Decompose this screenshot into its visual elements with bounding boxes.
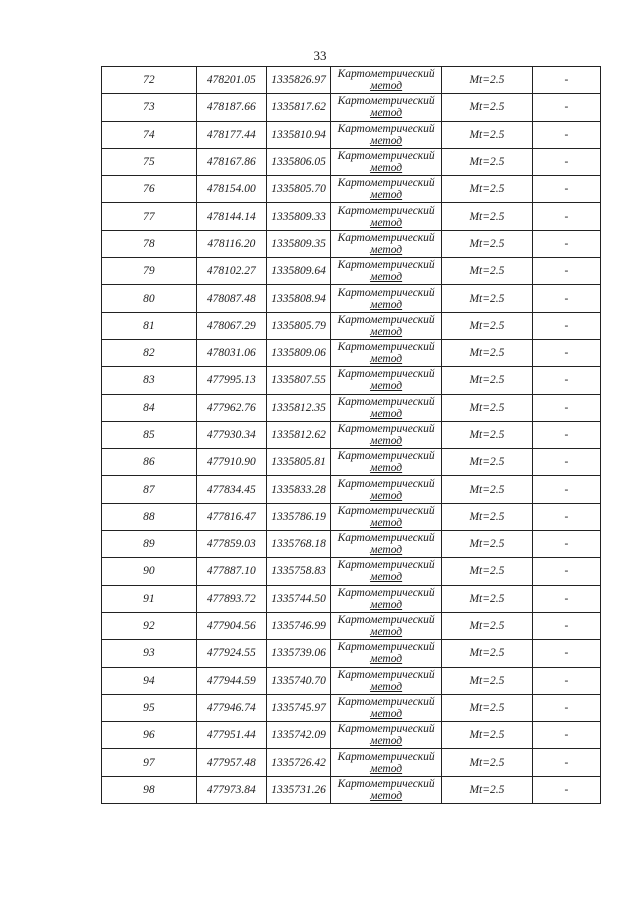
method-line-1: Картометрический bbox=[337, 750, 435, 763]
accuracy-cell: Mt=2.5 bbox=[442, 640, 533, 667]
method-line-2: метод bbox=[370, 462, 403, 475]
table-row bbox=[102, 94, 601, 121]
x-coordinate-cell: 478201.05 bbox=[196, 67, 266, 94]
y-coordinate-cell: 1335806.05 bbox=[266, 148, 330, 175]
point-number-cell: 77 bbox=[102, 203, 197, 230]
method-cell bbox=[331, 694, 442, 721]
table-row bbox=[102, 503, 601, 530]
accuracy-cell: Mt=2.5 bbox=[442, 121, 533, 148]
accuracy-cell: Mt=2.5 bbox=[442, 749, 533, 776]
accuracy-cell: Mt=2.5 bbox=[442, 776, 533, 803]
y-coordinate-cell: 1335809.06 bbox=[266, 339, 330, 366]
method-line-1: Картометрический bbox=[337, 259, 435, 272]
table-row bbox=[102, 148, 601, 175]
table-row bbox=[102, 230, 601, 257]
method-cell bbox=[331, 203, 442, 230]
method-cell bbox=[331, 476, 442, 503]
y-coordinate-cell: 1335809.33 bbox=[266, 203, 330, 230]
method-line-1: Картометрический bbox=[337, 614, 435, 627]
method-line-2: метод bbox=[370, 243, 403, 256]
note-cell: - bbox=[532, 367, 600, 394]
point-number-cell: 72 bbox=[102, 67, 197, 94]
y-coordinate-cell: 1335744.50 bbox=[266, 585, 330, 612]
accuracy-cell: Mt=2.5 bbox=[442, 339, 533, 366]
method-cell bbox=[331, 558, 442, 585]
x-coordinate-cell: 477893.72 bbox=[196, 585, 266, 612]
point-number-cell: 97 bbox=[102, 749, 197, 776]
y-coordinate-cell: 1335812.62 bbox=[266, 421, 330, 448]
note-cell: - bbox=[532, 476, 600, 503]
accuracy-cell: Mt=2.5 bbox=[442, 367, 533, 394]
x-coordinate-cell: 478154.00 bbox=[196, 176, 266, 203]
point-number-cell: 75 bbox=[102, 148, 197, 175]
point-number-cell: 83 bbox=[102, 367, 197, 394]
table-row bbox=[102, 667, 601, 694]
point-number-cell: 76 bbox=[102, 176, 197, 203]
note-cell: - bbox=[532, 94, 600, 121]
x-coordinate-cell: 477951.44 bbox=[196, 722, 266, 749]
y-coordinate-cell: 1335807.55 bbox=[266, 367, 330, 394]
note-cell: - bbox=[532, 148, 600, 175]
method-cell bbox=[331, 449, 442, 476]
point-number-cell: 73 bbox=[102, 94, 197, 121]
method-line-1: Картометрический bbox=[337, 231, 435, 244]
point-number-cell: 78 bbox=[102, 230, 197, 257]
x-coordinate-cell: 477946.74 bbox=[196, 694, 266, 721]
point-number-cell: 95 bbox=[102, 694, 197, 721]
method-line-2: метод bbox=[370, 134, 403, 147]
y-coordinate-cell: 1335817.62 bbox=[266, 94, 330, 121]
method-line-2: метод bbox=[370, 544, 403, 557]
note-cell: - bbox=[532, 585, 600, 612]
method-line-1: Картометрический bbox=[337, 68, 435, 81]
x-coordinate-cell: 478031.06 bbox=[196, 339, 266, 366]
table-row bbox=[102, 312, 601, 339]
y-coordinate-cell: 1335812.35 bbox=[266, 394, 330, 421]
y-coordinate-cell: 1335810.94 bbox=[266, 121, 330, 148]
method-line-2: метод bbox=[370, 626, 403, 639]
y-coordinate-cell: 1335826.97 bbox=[266, 67, 330, 94]
method-line-2: метод bbox=[370, 789, 403, 802]
note-cell: - bbox=[532, 203, 600, 230]
accuracy-cell: Mt=2.5 bbox=[442, 67, 533, 94]
accuracy-cell: Mt=2.5 bbox=[442, 612, 533, 639]
note-cell: - bbox=[532, 230, 600, 257]
page-number: 33 bbox=[313, 48, 327, 63]
method-cell bbox=[331, 749, 442, 776]
method-cell bbox=[331, 640, 442, 667]
table-row bbox=[102, 476, 601, 503]
method-line-2: метод bbox=[370, 653, 403, 666]
method-line-1: Картометрический bbox=[337, 450, 435, 463]
note-cell: - bbox=[532, 285, 600, 312]
method-cell bbox=[331, 67, 442, 94]
method-cell bbox=[331, 667, 442, 694]
accuracy-cell: Mt=2.5 bbox=[442, 531, 533, 558]
accuracy-cell: Mt=2.5 bbox=[442, 94, 533, 121]
method-line-1: Картометрический bbox=[337, 395, 435, 408]
method-line-1: Картометрический bbox=[337, 504, 435, 517]
point-number-cell: 80 bbox=[102, 285, 197, 312]
point-number-cell: 87 bbox=[102, 476, 197, 503]
x-coordinate-cell: 477887.10 bbox=[196, 558, 266, 585]
y-coordinate-cell: 1335833.28 bbox=[266, 476, 330, 503]
method-line-1: Картометрический bbox=[337, 695, 435, 708]
table-row bbox=[102, 640, 601, 667]
table-row bbox=[102, 585, 601, 612]
method-cell bbox=[331, 94, 442, 121]
method-line-1: Картометрический bbox=[337, 559, 435, 572]
accuracy-cell: Mt=2.5 bbox=[442, 394, 533, 421]
table-row bbox=[102, 612, 601, 639]
accuracy-cell: Mt=2.5 bbox=[442, 230, 533, 257]
accuracy-cell: Mt=2.5 bbox=[442, 176, 533, 203]
y-coordinate-cell: 1335739.06 bbox=[266, 640, 330, 667]
method-line-2: метод bbox=[370, 325, 403, 338]
method-line-1: Картометрический bbox=[337, 313, 435, 326]
note-cell: - bbox=[532, 339, 600, 366]
point-number-cell: 84 bbox=[102, 394, 197, 421]
method-line-1: Картометрический bbox=[337, 177, 435, 190]
note-cell: - bbox=[532, 749, 600, 776]
method-line-1: Картометрический bbox=[337, 777, 435, 790]
table-row bbox=[102, 285, 601, 312]
method-line-2: метод bbox=[370, 680, 403, 693]
note-cell: - bbox=[532, 722, 600, 749]
table-row bbox=[102, 176, 601, 203]
method-line-2: метод bbox=[370, 189, 403, 202]
note-cell: - bbox=[532, 176, 600, 203]
method-cell bbox=[331, 339, 442, 366]
method-cell bbox=[331, 285, 442, 312]
accuracy-cell: Mt=2.5 bbox=[442, 722, 533, 749]
x-coordinate-cell: 477995.13 bbox=[196, 367, 266, 394]
point-number-cell: 86 bbox=[102, 449, 197, 476]
method-line-2: метод bbox=[370, 380, 403, 393]
method-cell bbox=[331, 121, 442, 148]
note-cell: - bbox=[532, 421, 600, 448]
accuracy-cell: Mt=2.5 bbox=[442, 312, 533, 339]
method-line-1: Картометрический bbox=[337, 532, 435, 545]
method-cell bbox=[331, 176, 442, 203]
method-cell bbox=[331, 585, 442, 612]
point-number-cell: 88 bbox=[102, 503, 197, 530]
method-cell bbox=[331, 258, 442, 285]
point-number-cell: 81 bbox=[102, 312, 197, 339]
note-cell: - bbox=[532, 312, 600, 339]
method-cell bbox=[331, 230, 442, 257]
method-line-1: Картометрический bbox=[337, 368, 435, 381]
note-cell: - bbox=[532, 503, 600, 530]
y-coordinate-cell: 1335786.19 bbox=[266, 503, 330, 530]
y-coordinate-cell: 1335768.18 bbox=[266, 531, 330, 558]
method-line-2: метод bbox=[370, 516, 403, 529]
method-line-2: метод bbox=[370, 707, 403, 720]
point-number-cell: 89 bbox=[102, 531, 197, 558]
method-line-2: метод bbox=[370, 298, 403, 311]
method-line-1: Картометрический bbox=[337, 641, 435, 654]
note-cell: - bbox=[532, 558, 600, 585]
method-line-2: метод bbox=[370, 353, 403, 366]
note-cell: - bbox=[532, 531, 600, 558]
method-cell bbox=[331, 776, 442, 803]
y-coordinate-cell: 1335805.79 bbox=[266, 312, 330, 339]
table-row bbox=[102, 449, 601, 476]
y-coordinate-cell: 1335805.81 bbox=[266, 449, 330, 476]
method-line-1: Картометрический bbox=[337, 586, 435, 599]
method-line-1: Картометрический bbox=[337, 150, 435, 163]
x-coordinate-cell: 477904.56 bbox=[196, 612, 266, 639]
method-line-1: Картометрический bbox=[337, 286, 435, 299]
coordinates-table-body bbox=[102, 67, 601, 804]
method-line-2: метод bbox=[370, 435, 403, 447]
y-coordinate-cell: 1335805.70 bbox=[266, 176, 330, 203]
table-row bbox=[102, 531, 601, 558]
method-cell bbox=[331, 612, 442, 639]
y-coordinate-cell: 1335809.35 bbox=[266, 230, 330, 257]
accuracy-cell: Mt=2.5 bbox=[442, 285, 533, 312]
point-number-cell: 74 bbox=[102, 121, 197, 148]
x-coordinate-cell: 477973.84 bbox=[196, 776, 266, 803]
table-row bbox=[102, 203, 601, 230]
note-cell: - bbox=[532, 394, 600, 421]
x-coordinate-cell: 478102.27 bbox=[196, 258, 266, 285]
method-line-1: Картометрический bbox=[337, 423, 435, 435]
x-coordinate-cell: 478116.20 bbox=[196, 230, 266, 257]
note-cell: - bbox=[532, 640, 600, 667]
y-coordinate-cell: 1335809.64 bbox=[266, 258, 330, 285]
accuracy-cell: Mt=2.5 bbox=[442, 421, 533, 448]
accuracy-cell: Mt=2.5 bbox=[442, 694, 533, 721]
method-cell bbox=[331, 394, 442, 421]
table-row bbox=[102, 694, 601, 721]
note-cell: - bbox=[532, 667, 600, 694]
x-coordinate-cell: 477816.47 bbox=[196, 503, 266, 530]
method-cell bbox=[331, 531, 442, 558]
x-coordinate-cell: 477962.76 bbox=[196, 394, 266, 421]
x-coordinate-cell: 477957.48 bbox=[196, 749, 266, 776]
table-row bbox=[102, 776, 601, 803]
x-coordinate-cell: 477859.03 bbox=[196, 531, 266, 558]
point-number-cell: 85 bbox=[102, 421, 197, 448]
y-coordinate-cell: 1335742.09 bbox=[266, 722, 330, 749]
method-cell bbox=[331, 503, 442, 530]
method-line-1: Картометрический bbox=[337, 668, 435, 681]
y-coordinate-cell: 1335731.26 bbox=[266, 776, 330, 803]
method-line-2: метод bbox=[370, 162, 403, 175]
method-cell bbox=[331, 367, 442, 394]
x-coordinate-cell: 477944.59 bbox=[196, 667, 266, 694]
method-line-2: метод bbox=[370, 571, 403, 584]
point-number-cell: 98 bbox=[102, 776, 197, 803]
x-coordinate-cell: 477834.45 bbox=[196, 476, 266, 503]
method-line-2: метод bbox=[370, 489, 403, 502]
x-coordinate-cell: 478177.44 bbox=[196, 121, 266, 148]
method-line-2: метод bbox=[370, 80, 403, 93]
point-number-cell: 91 bbox=[102, 585, 197, 612]
point-number-cell: 90 bbox=[102, 558, 197, 585]
table-row bbox=[102, 722, 601, 749]
x-coordinate-cell: 478087.48 bbox=[196, 285, 266, 312]
method-cell bbox=[331, 722, 442, 749]
point-number-cell: 94 bbox=[102, 667, 197, 694]
method-line-2: метод bbox=[370, 735, 403, 748]
table-row bbox=[102, 558, 601, 585]
method-line-2: метод bbox=[370, 216, 403, 229]
table-row bbox=[102, 258, 601, 285]
method-line-2: метод bbox=[370, 107, 403, 120]
accuracy-cell: Mt=2.5 bbox=[442, 667, 533, 694]
table-row bbox=[102, 367, 601, 394]
accuracy-cell: Mt=2.5 bbox=[442, 148, 533, 175]
method-line-2: метод bbox=[370, 407, 403, 420]
method-line-1: Картометрический bbox=[337, 95, 435, 108]
point-number-cell: 96 bbox=[102, 722, 197, 749]
accuracy-cell: Mt=2.5 bbox=[442, 476, 533, 503]
accuracy-cell: Mt=2.5 bbox=[442, 258, 533, 285]
accuracy-cell: Mt=2.5 bbox=[442, 558, 533, 585]
method-line-1: Картометрический bbox=[337, 341, 435, 354]
note-cell: - bbox=[532, 67, 600, 94]
note-cell: - bbox=[532, 776, 600, 803]
accuracy-cell: Mt=2.5 bbox=[442, 503, 533, 530]
coordinates-table bbox=[101, 66, 601, 804]
method-line-1: Картометрический bbox=[337, 122, 435, 135]
x-coordinate-cell: 477924.55 bbox=[196, 640, 266, 667]
table-row bbox=[102, 421, 601, 448]
method-cell bbox=[331, 312, 442, 339]
accuracy-cell: Mt=2.5 bbox=[442, 203, 533, 230]
note-cell: - bbox=[532, 449, 600, 476]
note-cell: - bbox=[532, 258, 600, 285]
table-row bbox=[102, 67, 601, 94]
y-coordinate-cell: 1335745.97 bbox=[266, 694, 330, 721]
accuracy-cell: Mt=2.5 bbox=[442, 585, 533, 612]
table-row bbox=[102, 339, 601, 366]
method-cell bbox=[331, 421, 442, 448]
y-coordinate-cell: 1335746.99 bbox=[266, 612, 330, 639]
method-line-2: метод bbox=[370, 762, 403, 775]
accuracy-cell: Mt=2.5 bbox=[442, 449, 533, 476]
y-coordinate-cell: 1335740.70 bbox=[266, 667, 330, 694]
point-number-cell: 82 bbox=[102, 339, 197, 366]
note-cell: - bbox=[532, 612, 600, 639]
method-line-1: Картометрический bbox=[337, 723, 435, 736]
x-coordinate-cell: 478144.14 bbox=[196, 203, 266, 230]
x-coordinate-cell: 477930.34 bbox=[196, 421, 266, 448]
method-line-1: Картометрический bbox=[337, 204, 435, 217]
table-row bbox=[102, 394, 601, 421]
point-number-cell: 92 bbox=[102, 612, 197, 639]
table-row bbox=[102, 121, 601, 148]
table-row bbox=[102, 749, 601, 776]
y-coordinate-cell: 1335758.83 bbox=[266, 558, 330, 585]
method-line-2: метод bbox=[370, 598, 403, 611]
method-line-1: Картометрический bbox=[337, 477, 435, 490]
x-coordinate-cell: 478067.29 bbox=[196, 312, 266, 339]
y-coordinate-cell: 1335808.94 bbox=[266, 285, 330, 312]
y-coordinate-cell: 1335726.42 bbox=[266, 749, 330, 776]
x-coordinate-cell: 478167.86 bbox=[196, 148, 266, 175]
x-coordinate-cell: 478187.66 bbox=[196, 94, 266, 121]
note-cell: - bbox=[532, 694, 600, 721]
x-coordinate-cell: 477910.90 bbox=[196, 449, 266, 476]
point-number-cell: 93 bbox=[102, 640, 197, 667]
note-cell: - bbox=[532, 121, 600, 148]
method-line-2: метод bbox=[370, 271, 403, 284]
method-cell bbox=[331, 148, 442, 175]
point-number-cell: 79 bbox=[102, 258, 197, 285]
